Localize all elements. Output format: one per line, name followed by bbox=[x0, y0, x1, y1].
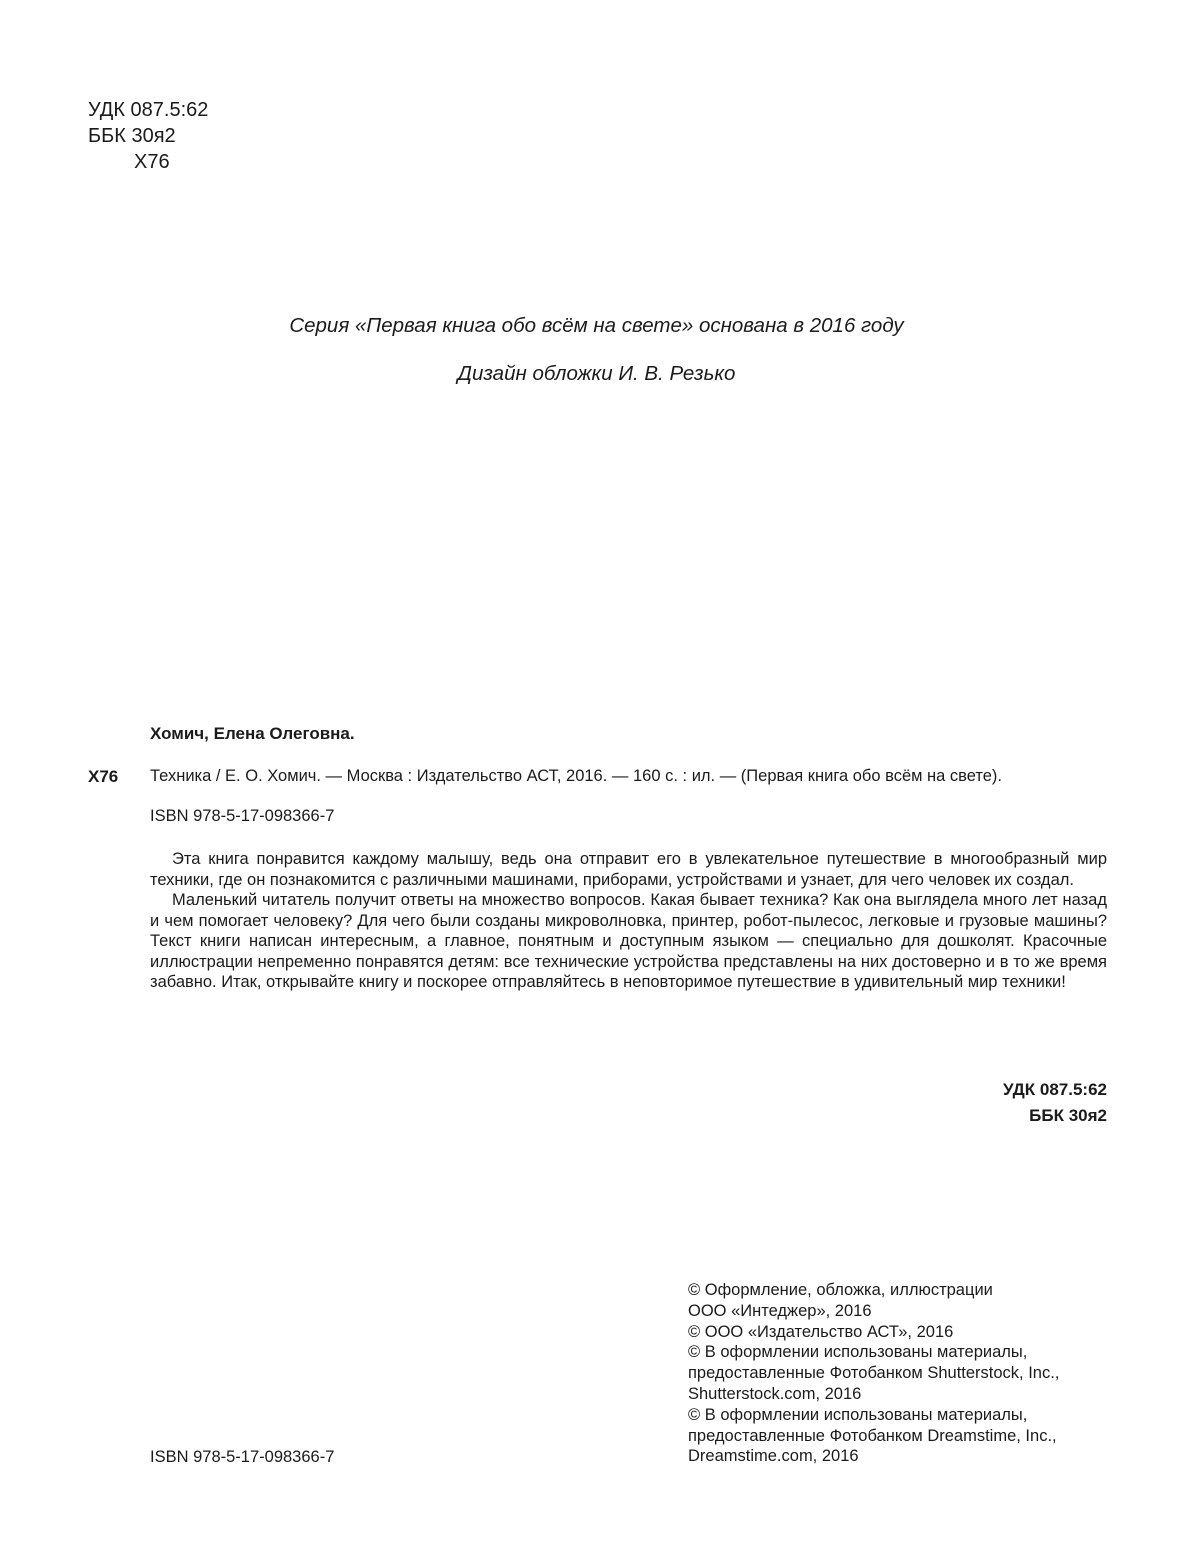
bibliographic-record: Техника / Е. О. Хомич. — Москва : Издательство АСТ, 2016. — 160 с. : ил. — (Первая книга обо всём на свете). bbox=[150, 767, 1003, 785]
annotation bbox=[150, 849, 1107, 993]
annotation-paragraph: Маленький читатель получит ответы на множество вопросов. Какая бывает техника? Как она выглядела много лет назад и чем помогает человеку? Для чего были созданы микроволновка, принтер, робот-пылесос, легковые и грузовые машины? Текст книги написан интересным, а главное, понятным и доступным языком — специально для дошколят. Красочные иллюстрации непременно понравятся детям: все технические устройства представлены на них достоверно и в то же время забавно. Итак, открывайте книгу и поскорее отправляйтесь в неповторимое путешествие в удивительный мир техники! bbox=[150, 891, 1107, 991]
udk-code: УДК 087.5:62 bbox=[88, 99, 209, 121]
isbn-bottom: ISBN 978-5-17-098366-7 bbox=[150, 1448, 335, 1466]
copyright-line: © В оформлении использованы материалы, bbox=[688, 1405, 1028, 1424]
copyright-line: © В оформлении использованы материалы, bbox=[688, 1343, 1028, 1362]
bbk-code: ББК 30я2 bbox=[88, 125, 176, 147]
copyright-line: Shutterstock.com, 2016 bbox=[688, 1384, 862, 1403]
bbk-code-bottom: ББК 30я2 bbox=[1029, 1106, 1107, 1125]
cover-design-credit: Дизайн обложки И. В. Резько bbox=[457, 362, 736, 385]
catalog-author-sign: Х76 bbox=[88, 767, 119, 786]
copyright-block bbox=[688, 1280, 1059, 1467]
author-sign: Х76 bbox=[134, 151, 170, 173]
copyright-line: © Оформление, обложка, иллюстрации bbox=[688, 1281, 993, 1299]
classification-codes-bottom bbox=[1003, 1077, 1107, 1129]
copyright-line: предоставленные Фотобанком Shutterstock, Inc., bbox=[688, 1364, 1060, 1383]
copyright-line: ООО «Интеджер», 2016 bbox=[688, 1301, 872, 1320]
udk-code-bottom: УДК 087.5:62 bbox=[1002, 1080, 1107, 1099]
copyright-line: Dreamstime.com, 2016 bbox=[688, 1447, 859, 1466]
classification-codes-top bbox=[88, 97, 208, 175]
copyright-line: © ООО «Издательство АСТ», 2016 bbox=[688, 1322, 954, 1341]
annotation-paragraph: Эта книга понравится каждому малышу, ведь она отправит его в увлекательное путешествие в многообразный мир техники, где он познакомится с различными машинами, приборами, устройствами и узнает, для чего человек их создал. bbox=[150, 850, 1107, 889]
series-line: Серия «Первая книга обо всём на свете» основана в 2016 году bbox=[289, 314, 904, 337]
author-heading: Хомич, Елена Олеговна. bbox=[150, 724, 355, 743]
isbn-catalog: ISBN 978-5-17-098366-7 bbox=[150, 807, 335, 825]
copyright-line: предоставленные Фотобанком Dreamstime, Inc., bbox=[688, 1426, 1057, 1445]
